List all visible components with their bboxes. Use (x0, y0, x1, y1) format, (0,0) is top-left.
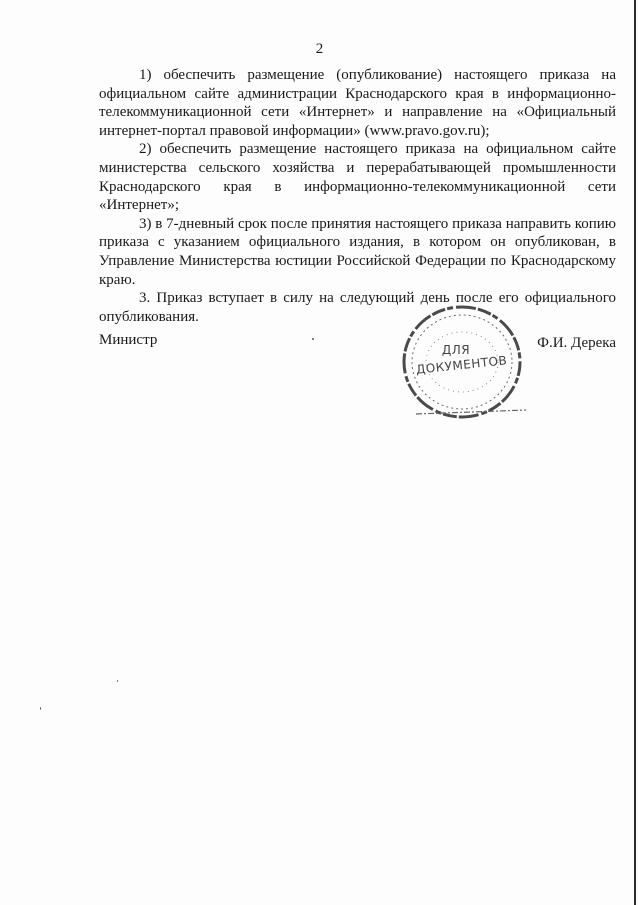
stamp-line-2: ДОКУМЕНТОВ (415, 353, 508, 377)
signature-block (99, 331, 616, 353)
scan-speck (117, 680, 118, 682)
signatory-name: Ф.И. Дерека (537, 335, 616, 351)
signatory-title: Министр (99, 332, 158, 348)
scan-speck (40, 707, 41, 710)
order-body (99, 66, 616, 326)
scan-speck (312, 338, 314, 340)
paragraph-item-3: 3) в 7-дневный срок после принятия настоящего приказа направить копию приказа с указанием официального издания, в котором он опубликован, в Управление Министерства юстиции Российской Федерации по Краснодарскому краю. (99, 215, 616, 288)
paragraph-item-1: 1) обеспечить размещение (опубликование) настоящего приказа на официальном сайте администрации Краснодарского края в информационно-телекоммуникационной сети «Интернет» и направление на «Официальный интернет-портал правовой информации» (www.pravo.gov.ru); (99, 67, 616, 139)
official-stamp (398, 302, 526, 422)
page-edge-line (634, 0, 636, 905)
paragraph-item-2: 2) обеспечить размещение настоящего приказа на официальном сайте министерства сельского хозяйства и перерабатывающей промышленности Краснодарского края в информационно-телекоммуникационной сети «Интернет»; (99, 141, 616, 214)
paragraph-effective-date: 3. Приказ вступает в силу на следующий день после его официального опубликования. (99, 290, 616, 325)
stamp-line-1: ДЛЯ (441, 343, 471, 357)
page-number: 2 (315, 41, 324, 57)
